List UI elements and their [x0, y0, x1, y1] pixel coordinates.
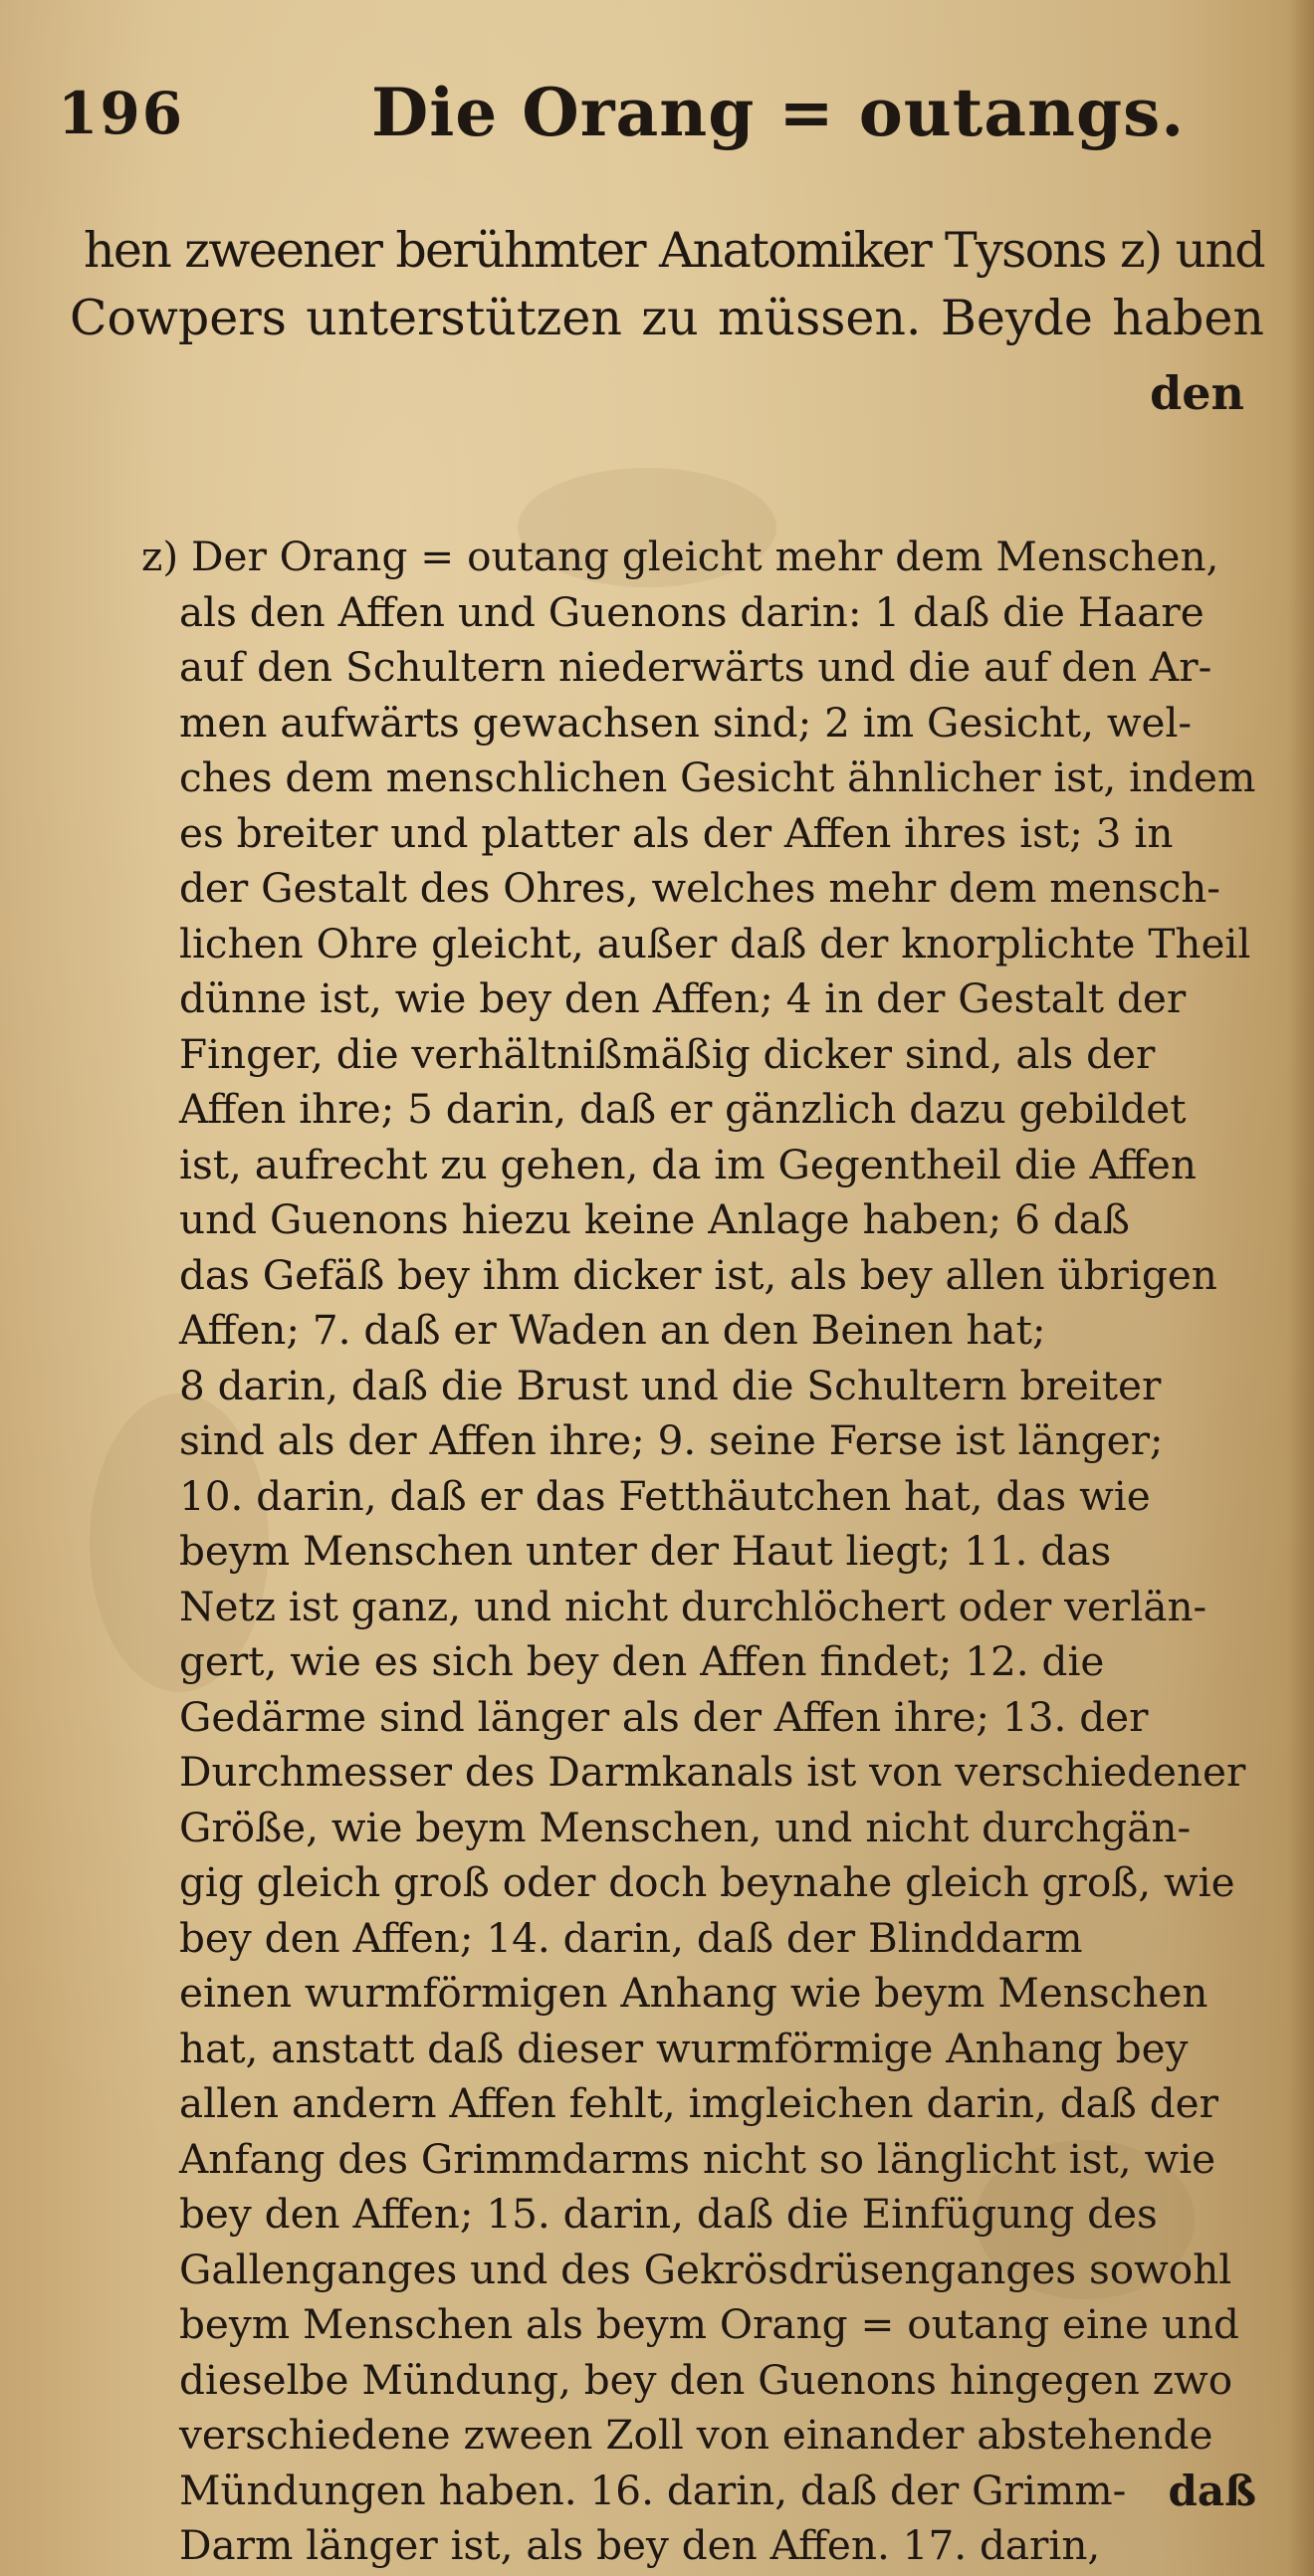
- footnote-line: Affen; 7. daß er Waden an den Beinen hat;: [179, 1306, 1046, 1354]
- footnote-line: Darm länger ist, als bey den Affen. 17. darin,: [179, 2521, 1101, 2569]
- footnote-line: 10. darin, daß er das Fetthäutchen hat, das wie: [179, 1471, 1151, 1520]
- footnote-line: dünne ist, wie bey den Affen; 4 in der Gestalt der: [179, 974, 1187, 1022]
- footnote-line: Mündungen haben. 16. darin, daß der Grimm-: [179, 2466, 1127, 2514]
- footnote-line: lichen Ohre gleicht, außer daß der knorplichte Theil: [179, 919, 1251, 967]
- page-header: [58, 70, 1262, 159]
- footnote-line: Affen ihre; 5 darin, daß er gänzlich dazu gebildet: [179, 1085, 1187, 1133]
- running-head: Die Orang = outangs.: [371, 74, 1186, 151]
- footnote-line: verschiedene zween Zoll von einander abstehende: [179, 2411, 1213, 2459]
- footnote-line: gig gleich groß oder doch beynahe gleich groß, wie: [179, 1858, 1235, 1906]
- footnote-line: Gedärme sind länger als der Affen ihre; 13. der: [179, 1692, 1149, 1741]
- footnote-line: ist, aufrecht zu gehen, da im Gegentheil die Affen: [179, 1140, 1197, 1188]
- main-text-line: Cowpers unterstützen zu müssen. Beyde haben: [70, 290, 1264, 346]
- footnote-line: z) Der Orang = outang gleicht mehr dem Menschen,: [141, 533, 1219, 580]
- footnote-line: es breiter und platter als der Affen ihres ist; 3 in: [179, 808, 1174, 857]
- footnote-line: hat, anstatt daß dieser wurmförmige Anhang bey: [179, 2024, 1189, 2072]
- footnote-line: Durchmesser des Darmkanals ist von verschiedener: [179, 1748, 1246, 1796]
- footnote-line: der Gestalt des Ohres, welches mehr dem mensch-: [179, 864, 1220, 912]
- footnote-line: men aufwärts gewachsen sind; 2 im Gesicht, wel-: [179, 698, 1193, 747]
- footnote-line: einen wurmförmigen Anhang wie beym Menschen: [179, 1969, 1208, 2017]
- footnote-line: 8 darin, daß die Brust und die Schultern breiter: [179, 1361, 1162, 1409]
- footnote-line: und Guenons hiezu keine Anlage haben; 6 daß: [179, 1195, 1130, 1243]
- footnote-line: auf den Schultern niederwärts und die auf den Ar-: [179, 643, 1212, 691]
- main-text-line: hen zweener berühmter Anatomiker Tysons z) und: [84, 222, 1264, 279]
- footnote-line: Netz ist ganz, und nicht durchlöchert oder verlän-: [179, 1582, 1207, 1630]
- footnote-line: gert, wie es sich bey den Affen findet; 12. die: [179, 1637, 1105, 1685]
- main-text-block: [70, 217, 1264, 352]
- footnote-line: allen andern Affen fehlt, imgleichen darin, daß der: [179, 2079, 1218, 2127]
- catchword-main: den: [1150, 366, 1244, 420]
- footnote-line: beym Menschen als beym Orang = outang eine und: [179, 2300, 1239, 2348]
- footnote-line: Gallenganges und des Gekrösdrüsenganges sowohl: [179, 2245, 1232, 2293]
- footnote-line: dieselbe Mündung, bey den Guenons hingegen zwo: [179, 2355, 1233, 2404]
- footnote-block: [141, 530, 1296, 2574]
- page-number: 196: [58, 80, 185, 147]
- footnote-line: bey den Affen; 15. darin, daß die Einfügung des: [179, 2190, 1158, 2238]
- footnote-line: Finger, die verhältnißmäßig dicker sind, als der: [179, 1029, 1156, 1078]
- footnote-line: beym Menschen unter der Haut liegt; 11. das: [179, 1527, 1112, 1575]
- footnote-line: bey den Affen; 14. darin, daß der Blinddarm: [179, 1913, 1083, 1962]
- footnote-line: das Gefäß bey ihm dicker ist, als bey allen übrigen: [179, 1250, 1217, 1299]
- footnote-line: ches dem menschlichen Gesicht ähnlicher ist, indem: [179, 753, 1256, 801]
- footnote-line: sind als der Affen ihre; 9. seine Ferse ist länger;: [179, 1416, 1164, 1464]
- catchword-footnote: daß: [1168, 2467, 1256, 2515]
- footnote-line: Anfang des Grimmdarms nicht so länglicht ist, wie: [179, 2134, 1216, 2183]
- footnote-line: Größe, wie beym Menschen, und nicht durchgän-: [179, 1803, 1192, 1851]
- footnote-line: als den Affen und Guenons darin: 1 daß die Haare: [179, 587, 1204, 636]
